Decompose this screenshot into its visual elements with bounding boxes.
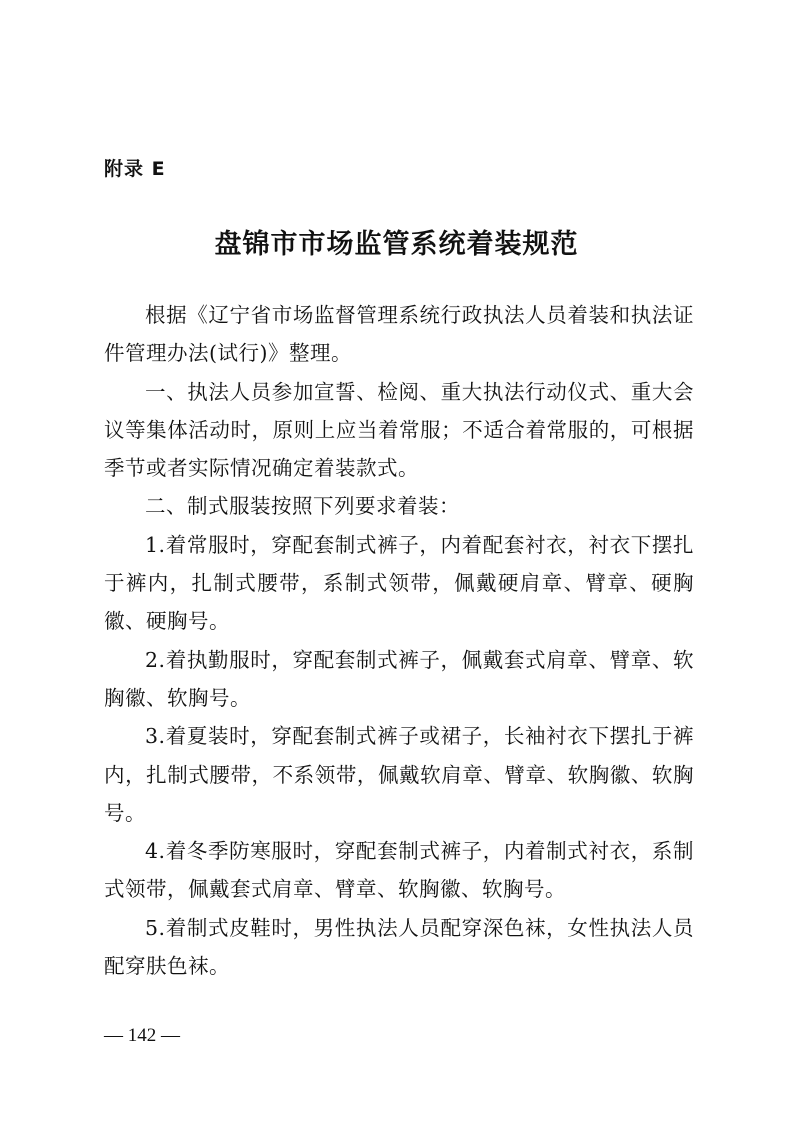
appendix-label: 附录 E bbox=[104, 158, 166, 180]
paragraph-item-4: 4.着冬季防寒服时，穿配套制式裤子，内着制式衬衣，系制式领带，佩戴套式肩章、臂章、软胸徽、软胸号。 bbox=[104, 839, 694, 902]
paragraph-item-3: 3.着夏装时，穿配套制式裤子或裙子，长袖衬衣下摆扎于裤内，扎制式腰带，不系领带，佩戴软肩章、臂章、软胸徽、软胸号。 bbox=[104, 724, 694, 825]
paragraph-item-5: 5.着制式皮鞋时，男性执法人员配穿深色袜，女性执法人员配穿肤色袜。 bbox=[104, 915, 694, 979]
paragraph-section-2: 二、制式服装按照下列要求着装： bbox=[145, 494, 460, 519]
paragraph-item-1: 1.着常服时，穿配套制式裤子，内着配套衬衣，衬衣下摆扎于裤内，扎制式腰带，系制式领带，佩戴硬肩章、臂章、硬胸徽、硬胸号。 bbox=[104, 532, 694, 634]
paragraph-item-2: 2.着执勤服时，穿配套制式裤子，佩戴套式肩章、臂章、软胸徽、软胸号。 bbox=[104, 647, 694, 710]
paragraph-section-1: 一、执法人员参加宣誓、检阅、重大执法行动仪式、重大会议等集体活动时，原则上应当着常服；不适合着常服的，可根据季节或者实际情况确定着装款式。 bbox=[104, 379, 694, 481]
page-title: 盘锦市市场监管系统着装规范 bbox=[214, 229, 579, 260]
paragraph-intro: 根据《辽宁省市场监督管理系统行政执法人员着装和执法证件管理办法(试行)》整理。 bbox=[104, 303, 694, 366]
body-text bbox=[104, 296, 694, 985]
page-number: — 142 — bbox=[104, 1025, 180, 1046]
